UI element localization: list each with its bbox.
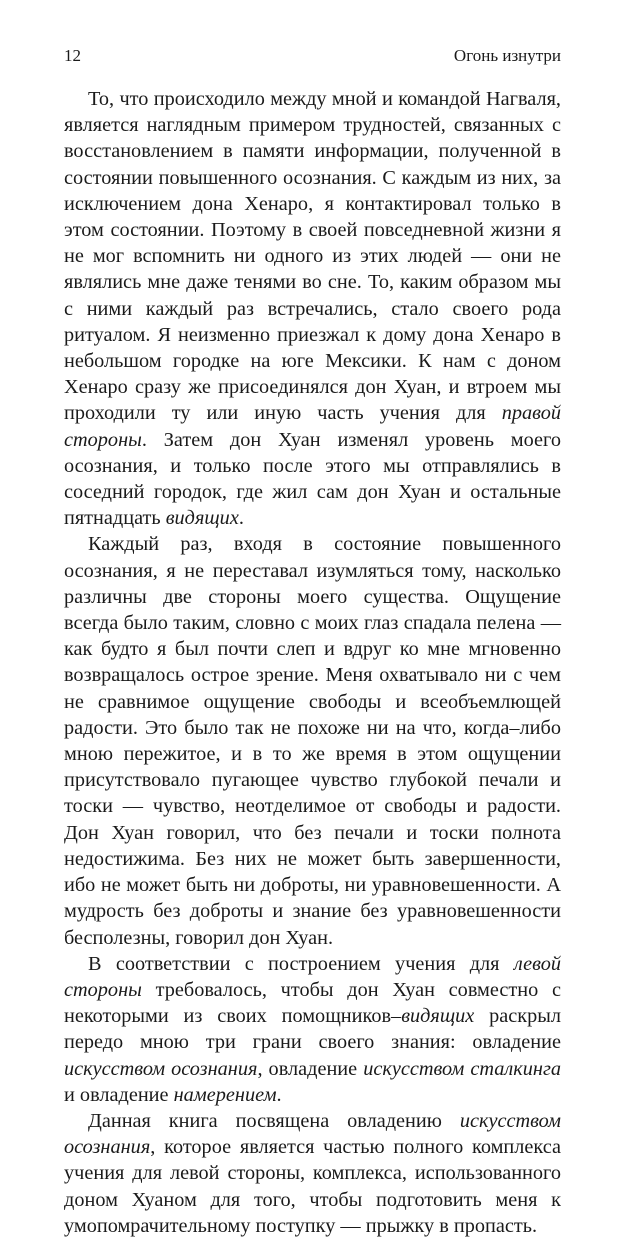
italic-term: видящих xyxy=(401,1005,475,1028)
body-text xyxy=(64,86,561,1239)
italic-term: видящих xyxy=(165,507,239,530)
text-run: . xyxy=(276,1083,282,1106)
italic-term: искусством осознания xyxy=(64,1109,561,1159)
text-run: , овладение xyxy=(257,1057,364,1080)
italic-term: намерением xyxy=(173,1083,277,1106)
text-run: требовалось, чтобы дон Хуан совместно с некоторыми из своих помощников– xyxy=(64,978,561,1028)
text-run: То, что происходило между мной и командой Нагваля, является наглядным примером трудностей, связанных с восстановлением в памяти информации, полученной в состоянии повышенного осознания. С каждым из них, за исключением дона Хенаро, я контактировал только в этом состоянии. Поэтому в своей повседневной жизни я не мог вспомнить ни одного из этих людей — они не являлись мне даже тенями во сне. То, каким образом мы с ними каждый раз встречались, стало своего рода ритуалом. Я неизменно приезжал к дому дона Хенаро в небольшом городке на юге Мексики. К нам с доном Хенаро сразу же присоединялся дон Хуан, и втроем мы проходили ту или иную часть учения для xyxy=(64,88,561,425)
italic-term: правой стороны xyxy=(64,402,561,451)
italic-term: левой стороны xyxy=(64,952,561,1001)
italic-term: искусством осознания xyxy=(64,1057,258,1080)
paragraph xyxy=(64,86,561,531)
italic-term: искусством сталкинга xyxy=(363,1057,561,1080)
text-run: В соответствии с построением учения для xyxy=(88,952,514,975)
text-run: Каждый раз, входя в состояние повышенного осознания, я не переставал изумляться тому, насколько различны две стороны моего существа. Ощущение всегда было таким, словно с моих глаз спадала пелена — как будто я был почти слеп и вдруг ко мне мгновенно возвращалось острое зрение. Меня охватывало ни с чем не сравнимое ощущение свободы и всеобъемлющей радости. Это было так не похоже ни на что, когда–либо мною пережитое, и в то же время в этом ощущении присутствовало пугающее чувство глубокой печали и тоски — чувство, неотделимое от свободы и радости. Дон Хуан говорил, что без печали и тоски полнота недостижима. Без них не может быть завершенности, ибо не может быть ни доброты, ни уравновешенности. А мудрость без доброты и знание без уравновешенности бесполезны, говорил дон Хуан. xyxy=(64,533,561,949)
text-run: . xyxy=(238,507,244,530)
text-run: . Затем дон Хуан изменял уровень моего осознания, и только после этого мы отправлялись в соседний городок, где жил сам дон Хуан и остальные пятнадцать xyxy=(64,428,561,530)
paragraph xyxy=(64,531,561,950)
paragraph xyxy=(64,951,561,1108)
text-run: и овладение xyxy=(64,1083,174,1106)
text-run: раскрыл передо мною три грани своего знания: овладение xyxy=(64,1005,561,1054)
page-number: 12 xyxy=(64,46,81,65)
paragraph xyxy=(64,1108,561,1239)
running-title: Огонь изнутри xyxy=(453,46,561,65)
text-run: Данная книга посвящена овладению xyxy=(88,1109,460,1132)
text-run: , которое является частью полного комплекса учения для левой стороны, комплекса, использованного доном Хуаном для того, чтобы подготовить меня к умопомрачительному поступку — прыжку в пропасть. xyxy=(64,1136,561,1237)
